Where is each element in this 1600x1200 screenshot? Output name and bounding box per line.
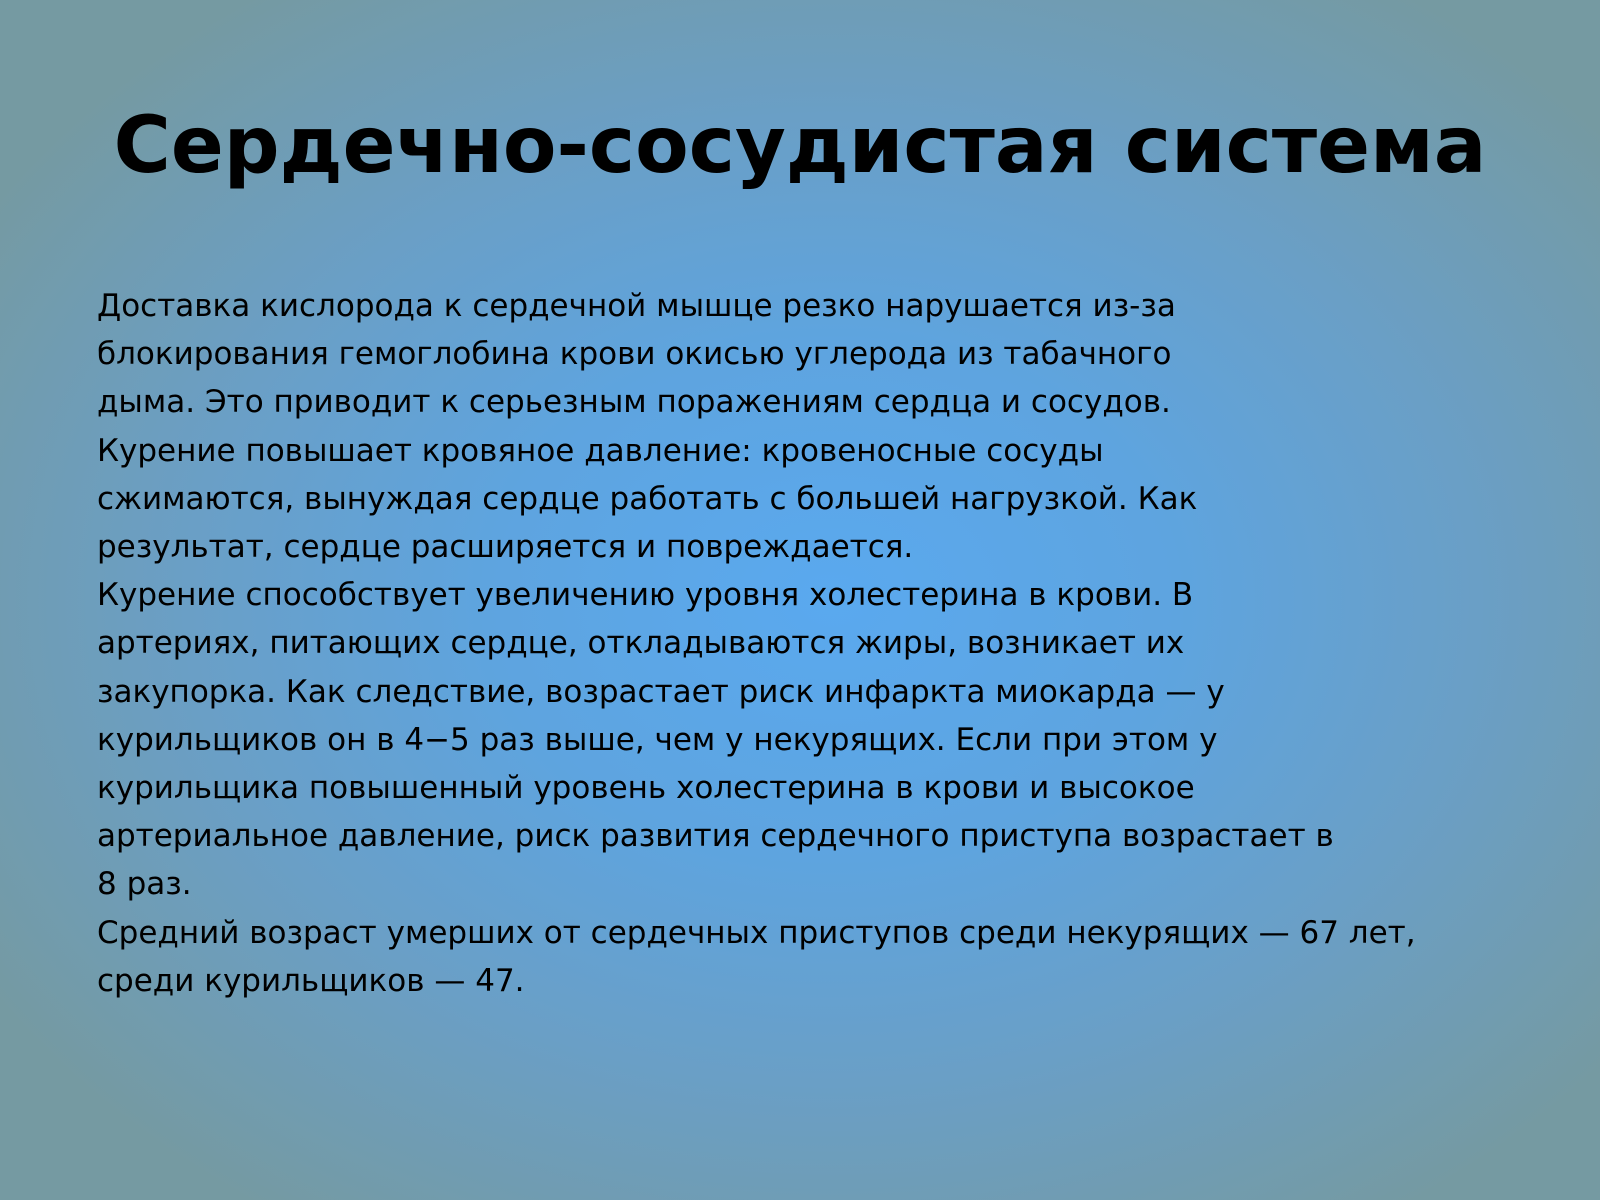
body-line: артериальное давление, риск развития сердечного приступа возрастает в [97, 818, 1334, 855]
body-line: Курение способствует увеличению уровня холестерина в крови. В [97, 577, 1194, 614]
slide-body [97, 282, 1497, 1005]
body-line: блокирования гемоглобина крови окисью углерода из табачного [97, 336, 1172, 373]
body-line: 8 раз. [97, 866, 192, 903]
body-line: курильщиков он в 4−5 раз выше, чем у некурящих. Если при этом у [97, 721, 1218, 758]
body-line: Средний возраст умерших от сердечных приступов среди некурящих — 67 лет, [97, 914, 1416, 951]
body-line: сжимаются, вынуждая сердце работать с большей нагрузкой. Как [97, 480, 1198, 517]
slide-title: Сердечно-сосудистая система [113, 101, 1487, 191]
body-line: среди курильщиков — 47. [97, 962, 525, 999]
body-line: артериях, питающих сердце, откладываются жиры, возникает их [97, 625, 1185, 662]
body-line: Курение повышает кровяное давление: кровеносные сосуды [97, 432, 1104, 469]
body-line: дыма. Это приводит к серьезным поражениям сердца и сосудов. [97, 384, 1171, 421]
body-line: закупорка. Как следствие, возрастает риск инфаркта миокарда — у [97, 673, 1225, 710]
body-line: курильщика повышенный уровень холестерина в крови и высокое [97, 770, 1195, 807]
body-line: Доставка кислорода к сердечной мышце резко нарушается из-за [97, 288, 1176, 324]
body-line: результат, сердце расширяется и повреждается. [97, 529, 914, 566]
